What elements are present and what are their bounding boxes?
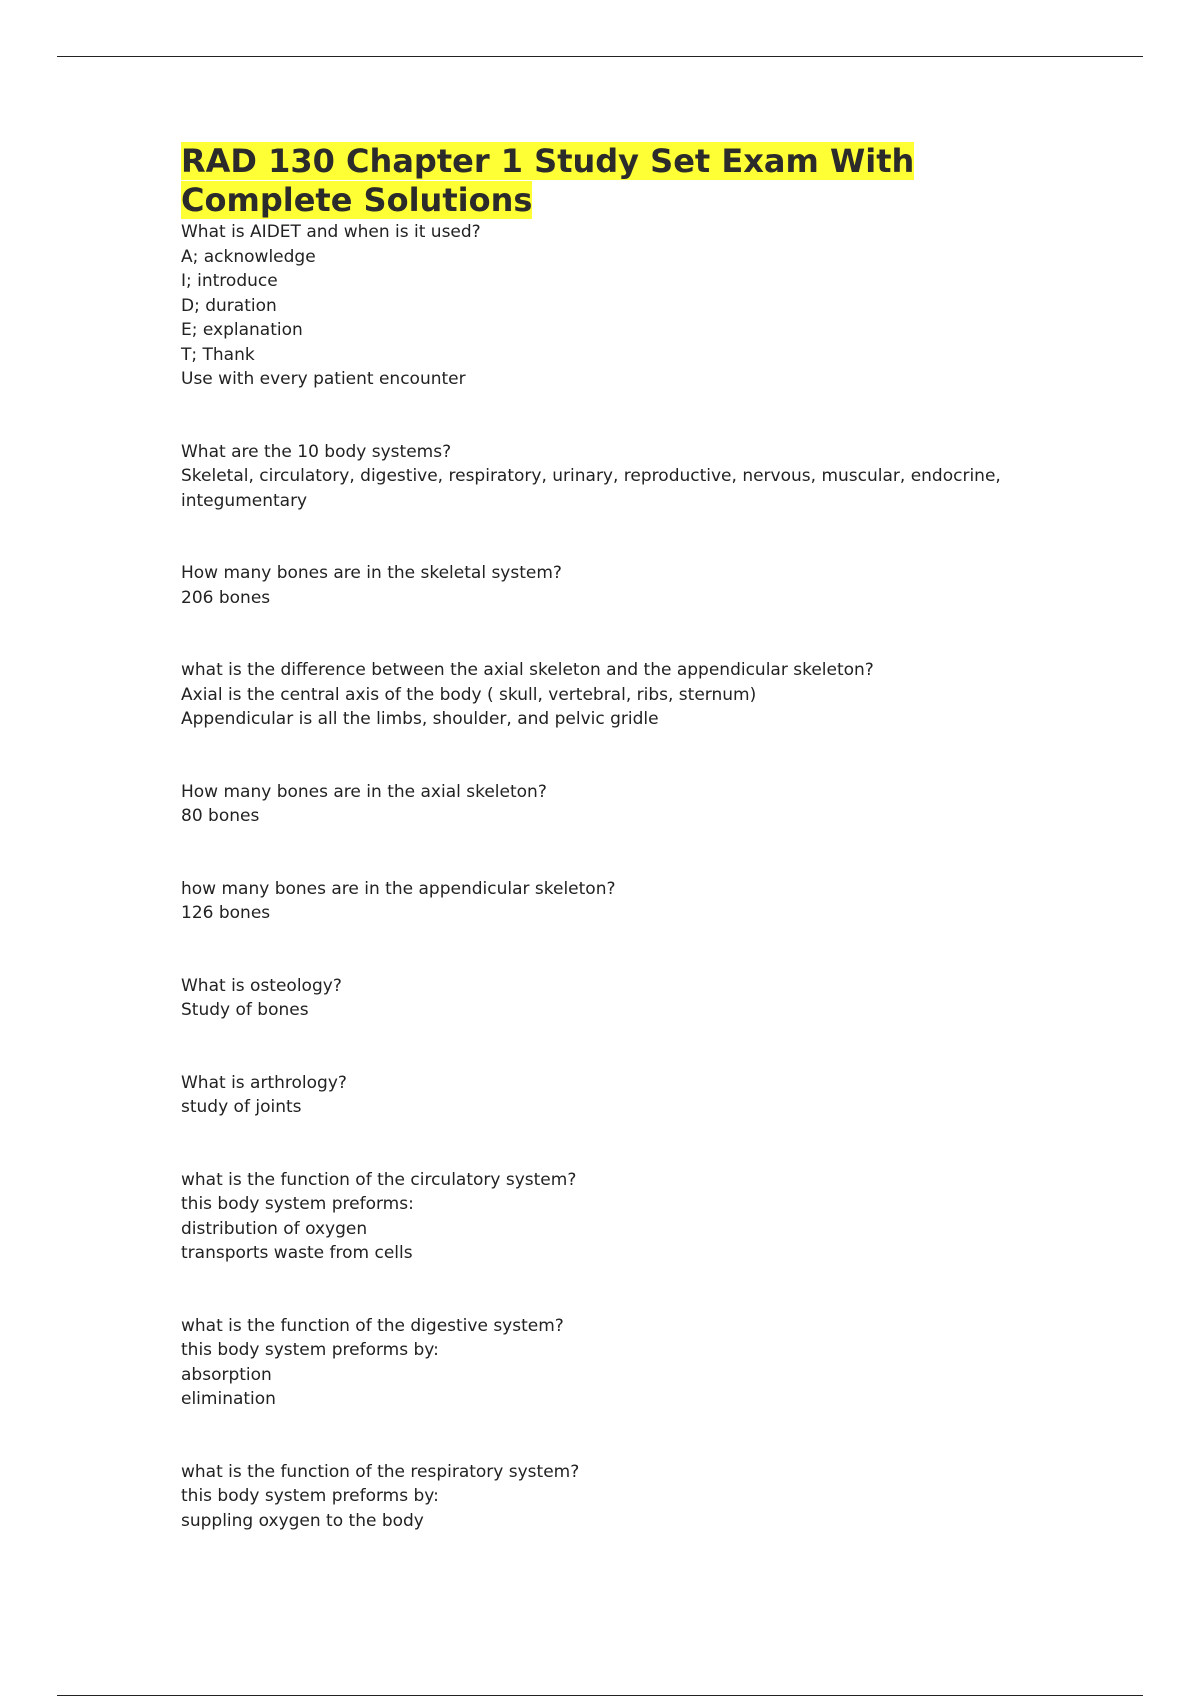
title-line-1: RAD 130 Chapter 1 Study Set Exam With <box>181 142 915 180</box>
qa-block <box>181 780 1021 829</box>
answer-line: Axial is the central axis of the body ( skull, vertebral, ribs, sternum) <box>181 684 757 705</box>
qa-block <box>181 1460 1021 1534</box>
answer-line: E; explanation <box>181 320 303 340</box>
answer-line: Skeletal, circulatory, digestive, respiratory, urinary, reproductive, nervous, muscular, endocrine, <box>181 466 1001 486</box>
qa-block <box>181 974 1021 1023</box>
question: How many bones are in the axial skeleton? <box>181 781 547 802</box>
question: how many bones are in the appendicular skeleton? <box>181 878 616 899</box>
question: what is the function of the respiratory system? <box>181 1461 580 1482</box>
document-title <box>181 142 1021 220</box>
answer-line: I; introduce <box>181 271 278 291</box>
qa-block <box>181 1071 1021 1120</box>
document-body <box>181 142 1021 1533</box>
qa-block <box>181 1168 1021 1266</box>
title-line-2: Complete Solutions <box>181 181 533 219</box>
answer-line: Appendicular is all the limbs, shoulder, and pelvic gridle <box>181 709 659 729</box>
question: How many bones are in the skeletal system? <box>181 563 562 583</box>
answer-line: distribution of oxygen <box>181 1218 368 1239</box>
answer-line: this body system preforms by: <box>181 1486 439 1506</box>
answer-line: this body system preforms: <box>181 1194 414 1214</box>
page-bottom-rule <box>57 1695 1143 1696</box>
qa-block <box>181 658 1021 732</box>
answer-line: integumentary <box>181 490 308 511</box>
question: what is the function of the digestive system? <box>181 1315 564 1336</box>
qa-block <box>181 440 1021 514</box>
answer-line: this body system preforms by: <box>181 1340 439 1360</box>
answer-line: 206 bones <box>181 587 271 608</box>
answer-line: study of joints <box>181 1097 302 1117</box>
answer-line: 80 bones <box>181 806 260 826</box>
answer-line: T; Thank <box>181 344 255 365</box>
question: What is arthrology? <box>181 1072 347 1093</box>
qa-block <box>181 877 1021 926</box>
question: What is AIDET and when is it used? <box>181 222 481 242</box>
qa-block <box>181 1314 1021 1412</box>
question: what is the difference between the axial skeleton and the appendicular skeleton? <box>181 660 874 680</box>
answer-line: A; acknowledge <box>181 246 316 267</box>
answer-line: Use with every patient encounter <box>181 369 466 389</box>
answer-line: 126 bones <box>181 903 271 923</box>
answer-line: absorption <box>181 1364 272 1385</box>
question: What are the 10 body systems? <box>181 441 452 462</box>
question: What is osteology? <box>181 975 342 996</box>
page-top-rule <box>57 56 1143 57</box>
qa-block <box>181 220 1021 392</box>
answer-line: D; duration <box>181 295 277 316</box>
answer-line: Study of bones <box>181 1000 309 1020</box>
answer-line: elimination <box>181 1389 276 1409</box>
answer-line: suppling oxygen to the body <box>181 1510 424 1531</box>
question: what is the function of the circulatory system? <box>181 1169 577 1190</box>
qa-block <box>181 561 1021 610</box>
answer-line: transports waste from cells <box>181 1243 413 1263</box>
